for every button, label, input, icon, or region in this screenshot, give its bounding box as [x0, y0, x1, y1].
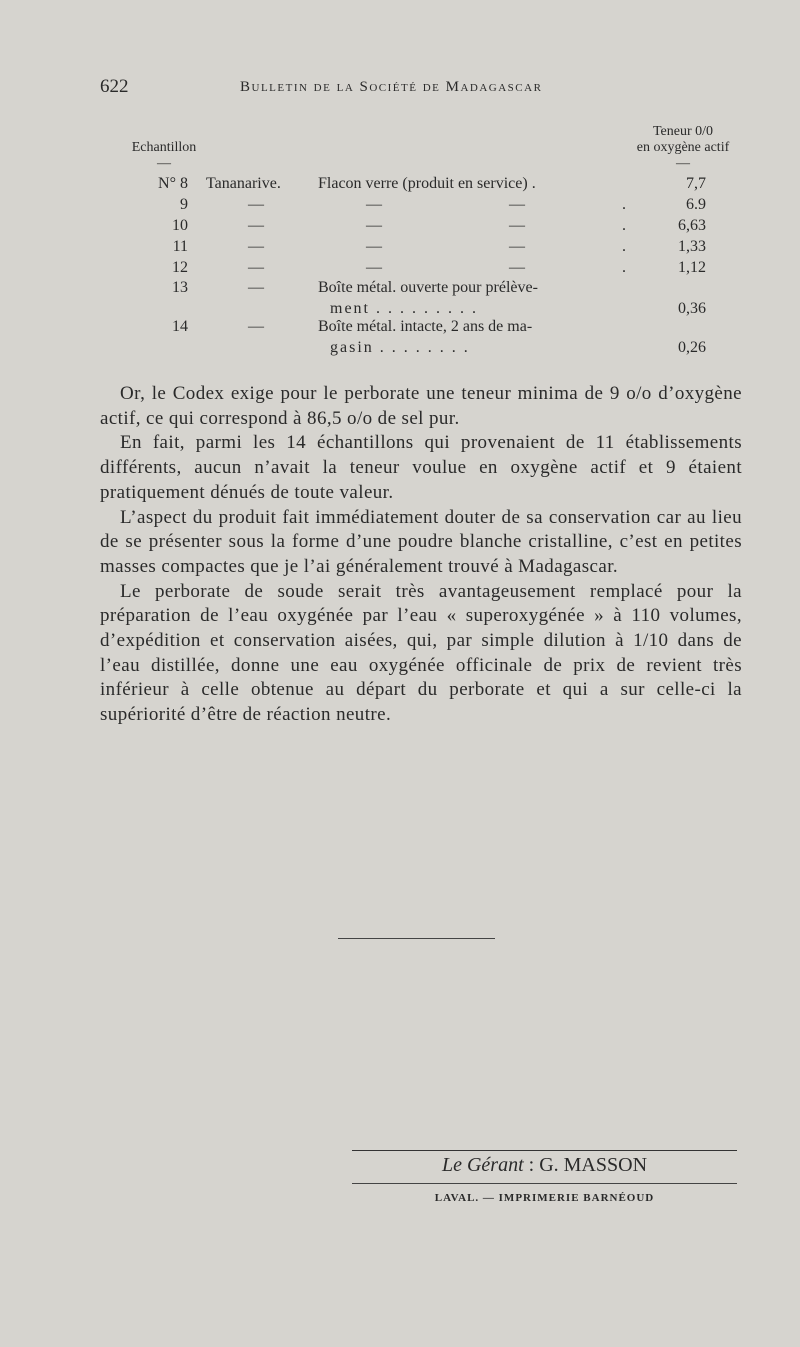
leader-dot: .: [622, 259, 626, 276]
table-row: [0, 217, 800, 239]
leader-dot: .: [622, 238, 626, 255]
sample-desc-ditto: —: [366, 217, 382, 234]
sample-place: —: [248, 217, 264, 234]
page-number: 622: [100, 76, 129, 97]
sample-place: —: [248, 279, 264, 296]
sample-desc-ditto: —: [509, 259, 525, 276]
sample-number: N° 8: [158, 175, 188, 192]
sample-place: —: [248, 318, 264, 335]
sample-description-line1: Boîte métal. ouverte pour prélève-: [318, 279, 538, 296]
signature-rule-bottom: [352, 1183, 737, 1184]
signature-role: Le Gérant: [441, 1154, 524, 1176]
oxygen-value: 7,7: [686, 175, 706, 192]
signature-rule-top: [352, 1150, 737, 1151]
oxygen-value: 6,63: [678, 217, 706, 234]
leader-dot: .: [622, 217, 626, 234]
signature-separator: :: [523, 1154, 540, 1176]
table-row: [0, 279, 800, 323]
sample-number: 11: [172, 238, 188, 255]
column-header-oxygen-dash: —: [676, 156, 690, 171]
signature: [352, 1154, 737, 1177]
paragraph: En fait, parmi les 14 échantillons qui provenaient de 11 établissements différents, aucun n’avait la teneur voulue en oxygène actif et 9 étaient pratiquement dénués de toute valeur.: [100, 432, 742, 503]
oxygen-value: 6.9: [686, 196, 706, 213]
sample-desc-ditto: —: [366, 196, 382, 213]
oxygen-value: 1,12: [678, 259, 706, 276]
paragraph: Or, le Codex exige pour le perborate une teneur minima de 9 o/o d’oxygène actif, ce qui correspond à 86,5 o/o de sel pur.: [100, 383, 742, 429]
paragraph: Le perborate de soude serait très avantageusement remplacé pour la préparation de l’eau oxygénée par l’eau « superoxygénée » à 110 volumes, d’expédition et conservation aisées, qui, par simple dilution à 1/10 dans de l’eau distillée, donne une eau oxygénée officinale de prix de revient très inférieur à celle obtenue au départ du perborate et qui a sur celle-ci la supériorité d’être de réaction neutre.: [100, 580, 742, 726]
printer-imprint: LAVAL. — IMPRIMERIE BARNÉOUD: [434, 1192, 655, 1204]
table-row: [0, 318, 800, 362]
table-row: [0, 238, 800, 260]
sample-description: Flacon verre (produit en service) .: [318, 175, 536, 192]
sample-place: —: [248, 238, 264, 255]
column-header-oxygen: [612, 124, 754, 172]
table-row: [0, 175, 800, 197]
sample-number: 10: [172, 217, 188, 234]
sample-desc-ditto: —: [509, 217, 525, 234]
sample-number: 12: [172, 259, 188, 276]
paragraph: L’aspect du produit fait immédiatement douter de sa conservation car au lieu de se présenter sous la forme d’une poudre blanche cristalline, c’est en petites masses compactes que je l’ai généralement trouvé à Madagascar.: [100, 506, 742, 577]
sample-desc-ditto: —: [366, 238, 382, 255]
oxygen-value: 0,36: [678, 300, 706, 317]
sample-description-line2: ment . . . . . . . . .: [330, 300, 478, 317]
section-divider: [338, 938, 495, 939]
column-header-oxygen-line1: Teneur 0/0: [652, 124, 714, 139]
sample-desc-ditto: —: [509, 196, 525, 213]
leader-dot: .: [622, 196, 626, 213]
sample-place: —: [248, 196, 264, 213]
column-header-oxygen-line2: en oxygène actif: [636, 140, 730, 155]
column-header-sample-dash: —: [157, 156, 171, 171]
sample-number: 14: [172, 318, 188, 335]
sample-description-line2: gasin . . . . . . . .: [330, 339, 470, 356]
signature-name: G. MASSON: [539, 1154, 648, 1176]
sample-number: 13: [172, 279, 188, 296]
sample-desc-ditto: —: [509, 238, 525, 255]
sample-number: 9: [180, 196, 188, 213]
sample-place: Tananarive.: [206, 175, 281, 192]
body-text: [100, 382, 742, 728]
table-row: [0, 259, 800, 281]
oxygen-value: 1,33: [678, 238, 706, 255]
column-header-sample-label: Echantillon: [131, 140, 197, 155]
page-header: [100, 76, 710, 100]
oxygen-value: 0,26: [678, 339, 706, 356]
sample-place: —: [248, 259, 264, 276]
sample-description-line1: Boîte métal. intacte, 2 ans de ma-: [318, 318, 533, 335]
column-header-sample: [118, 140, 210, 172]
running-head: Bulletin de la Société de Madagascar: [240, 79, 543, 95]
sample-desc-ditto: —: [366, 259, 382, 276]
table-row: [0, 196, 800, 218]
